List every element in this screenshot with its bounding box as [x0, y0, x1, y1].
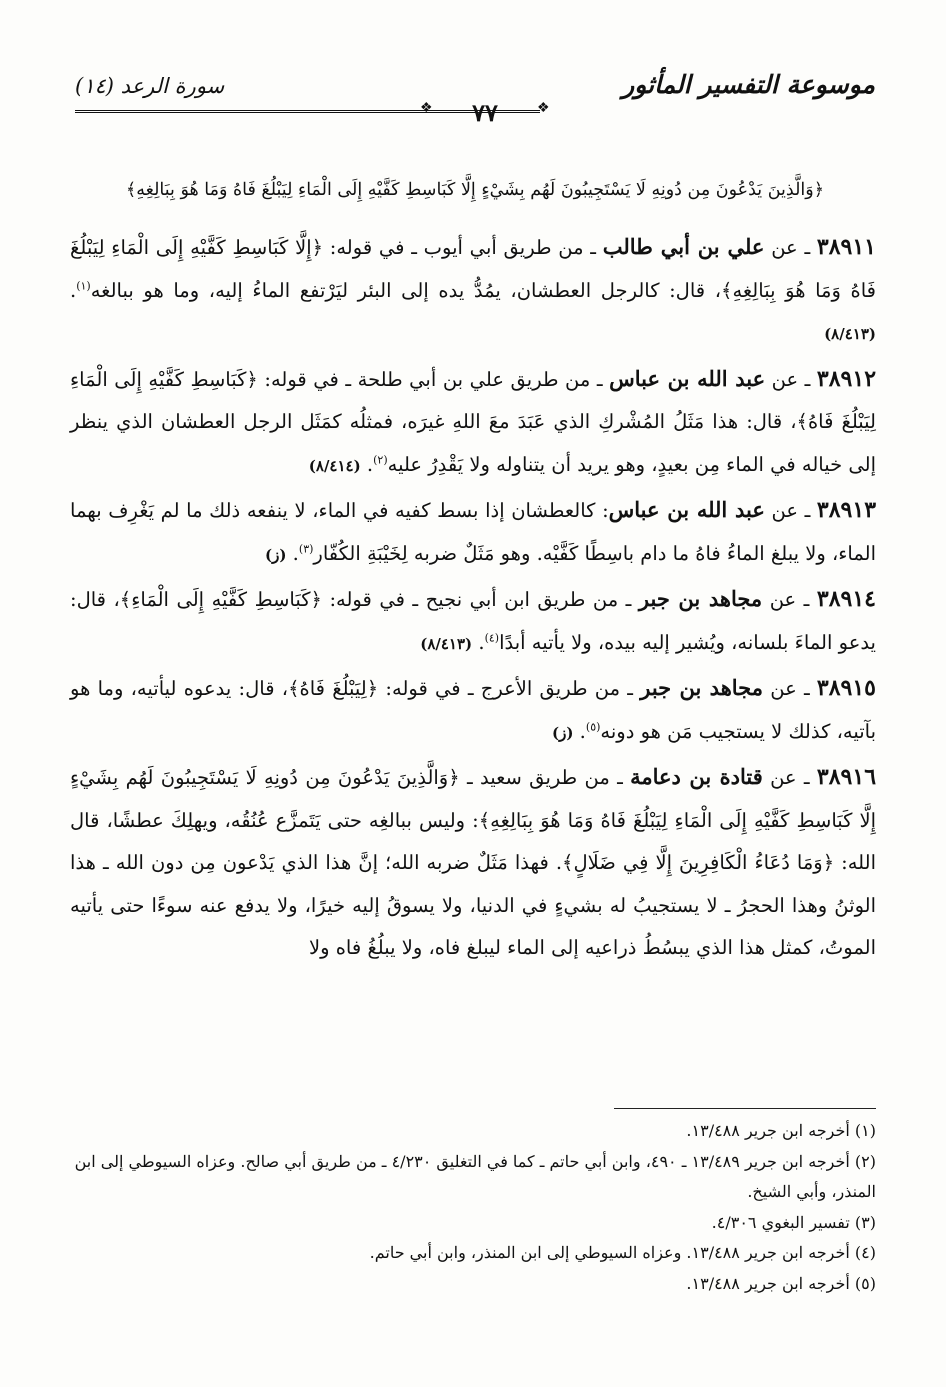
narration-entry: ٣٨٩١٢ ـ عن عبد الله بن عباس ـ من طريق علي بن أبي طلحة ـ في قوله: ﴿كَبَاسِطِ كَفَّيْهِ إِلَى الْمَاءِ لِيَبْلُغَ فَاهُ﴾، قال: هذا مَثَلُ المُشْركِ الذي عَبَدَ معَ اللهِ غيرَه، فمثلُه كمَثَل الرجل العطشان الذي ينظر إلى خياله في الماء مِن بعيدٍ، وهو يريد أن يتناوله ولا يَقْدِرُ عليه$^{(٢)}$. (٨/٤١٤)	[70, 365, 877, 476]
narration-number: ٣٨٩١٢	[816, 365, 877, 392]
narration-number: ٣٨٩١٣	[816, 497, 877, 523]
narration-number: ٣٨٩١١	[816, 234, 876, 260]
footnote-marker: (٤)	[484, 631, 500, 644]
footnote-marker: (٣)	[298, 542, 314, 555]
footnote-marker: (١)	[76, 279, 91, 292]
narration-text: ـ عن قتادة بن دعامة ـ من طريق سعيد ـ ﴿وَالَّذِينَ يَدْعُونَ مِن دُونِهِ لَا يَسْتَجِيبُونَ لَهُم بِشَيْءٍ إِلَّا كَبَاسِطِ كَفَّيْهِ إِلَى الْمَاءِ لِيَبْلُغَ فَاهُ وَمَا هُوَ بِبَالِغِهِ﴾: وليس ببالغِه حتى يَتَمزَّع عُنُقُه، ويهلِكَ عطشًا، قال الله: ﴿وَمَا دُعَاءُ الْكَافِرِينَ إِلَّا فِي ضَلَالٍ﴾. فهذا مَثَلٌ ضربه الله؛ إنَّ هذا الذي يَدْعون مِن دون الله ـ هذا الوثنُ وهذا الحجرُ ـ لا يستجيبُ له بشيءٍ في الدنيا، ولا يسوقُ إليه خيرًا، ولا يدفع عنه سوءًا حتى يأتيه الموتُ، كمثل هذا الذي يبسُطُ ذراعيه إلى الماء ليبلغ فاه، ولا يبلُغُ فاه ولا	[70, 764, 876, 959]
narrator-name: مجاهد بن جبر	[640, 675, 763, 700]
footnote-marker: (٥)	[585, 720, 601, 733]
narrations-list	[70, 226, 876, 972]
footnote: (٣) تفسير البغوي ٤/٣٠٦.	[711, 1212, 876, 1232]
narration-number: ٣٨٩١٥	[816, 675, 876, 701]
narration-text: ـ عن عبد الله بن عباس ـ من طريق علي بن أبي طلحة ـ في قوله: ﴿كَبَاسِطِ كَفَّيْهِ إِلَى الْمَاءِ لِيَبْلُغَ فَاهُ﴾، قال: هذا مَثَلُ المُشْركِ الذي عَبَدَ معَ اللهِ غيرَه، فمثلُه كمَثَل الرجل العطشان الذي ينظر إلى خياله في الماء مِن بعيدٍ، وهو يريد أن يتناوله ولا يَقْدِرُ عليه	[70, 365, 876, 476]
cross-reference: (٨/٤١٣)	[420, 634, 473, 653]
footnote: (١) أخرجه ابن جرير ١٣/٤٨٨.	[686, 1121, 876, 1140]
narrator-name: قتادة بن دعامة	[630, 764, 763, 789]
footnote-marker: (٢)	[373, 453, 388, 466]
narration-text: ـ عن عبد الله بن عباس: كالعطشان إذا بسط كفيه في الماء، لا ينفعه ذلك ما لم يَغْرِف بهما الماء، ولا يبلغ الماءُ فاهُ ما دام باسِطًا كَفَّيْه. وهو مَثَلٌ ضربه لِخَيْبَةِ الكُفّار	[70, 497, 876, 565]
narration-entry	[70, 756, 876, 970]
narration-entry: ٣٨٩١٤ ـ عن مجاهد بن جبر ـ من طريق ابن أبي نجيح ـ في قوله: ﴿كَبَاسِطِ كَفَّيْهِ إِلَى الْمَاءِ﴾، قال: يدعو الماءَ بلسانه، ويُشير إليه بيده، ولا يأتيه أبدًا$^{(٤)}$. (٨/٤١٣)	[70, 586, 876, 654]
cross-reference: (ز)	[552, 723, 574, 742]
footnote-separator	[614, 1108, 876, 1109]
narrator-name: مجاهد بن جبر	[638, 586, 763, 611]
narration-entry: ٣٨٩١٣ ـ عن عبد الله بن عباس: كالعطشان إذا بسط كفيه في الماء، لا ينفعه ذلك ما لم يَغْرِف بهما الماء، ولا يبلغ الماءُ فاهُ ما دام باسِطًا كَفَّيْه. وهو مَثَلٌ ضربه لِخَيْبَةِ الكُفّار$^{(٣)}$. (ز)	[70, 497, 877, 565]
footnotes	[70, 1116, 876, 1299]
running-head	[75, 70, 875, 127]
footnote: (٥) أخرجه ابن جرير ١٣/٤٨٨.	[686, 1273, 876, 1293]
book-title: موسوعة التفسير المأثور	[622, 70, 875, 99]
quranic-verse: ﴿وَالَّذِينَ يَدْعُونَ مِن دُونِهِ لَا يَسْتَجِيبُونَ لَهُم بِشَيْءٍ إِلَّا كَبَاسِطِ كَفَّيْهِ إِلَى الْمَاءِ لِيَبْلُغَ فَاهُ وَمَا هُوَ بِبَالِغِهِ﴾	[125, 180, 824, 200]
surah-title: سورة الرعد (١٤)	[75, 74, 225, 98]
narration-number: ٣٨٩١٦	[816, 764, 877, 790]
cross-reference: (٨/٤١٤)	[308, 456, 361, 475]
page-number: ٧٧	[472, 98, 498, 127]
cross-reference: (٨/٤١٣)	[824, 325, 876, 343]
footnote: (٢) أخرجه ابن جرير ١٣/٤٨٩ ـ ٤٩٠، وابن أبي حاتم ـ كما في التغليق ٤/٢٣٠ ـ من طريق أبي صالح. وعزاه السيوطي إلى ابن المنذر، وأبي الشيخ.	[74, 1151, 876, 1201]
narration-entry: ٣٨٩١١ ـ عن علي بن أبي طالب ـ من طريق أبي أيوب ـ في قوله: ﴿إِلَّا كَبَاسِطِ كَفَّيْهِ إِلَى الْمَاءِ لِيَبْلُغَ فَاهُ وَمَا هُوَ بِبَالِغِهِ﴾، قال: كالرجل العطشان، يمُدُّ يده إلى البئر ليَرْتفع الماءُ إليه، وما هو ببالغه$^{(١)}$. (٨/٤١٣)	[70, 234, 876, 343]
narrator-name: علي بن أبي طالب	[602, 234, 765, 259]
narrator-name: عبد الله بن عباس	[608, 497, 765, 522]
narration-text: ـ عن مجاهد بن جبر ـ من طريق الأعرج ـ في قوله: ﴿لِيَبْلُغَ فَاهُ﴾، قال: يدعوه ليأتيه، وما هو بآتيه، كذلك لا يستجيب مَن هو دونه	[70, 675, 876, 743]
ornament-icon: ❖	[537, 100, 550, 116]
narration-text: ـ عن مجاهد بن جبر ـ من طريق ابن أبي نجيح ـ في قوله: ﴿كَبَاسِطِ كَفَّيْهِ إِلَى الْمَاءِ﴾، قال: يدعو الماءَ بلسانه، ويُشير إليه بيده، ولا يأتيه أبدًا	[70, 586, 876, 654]
ornament-icon: ❖	[420, 100, 433, 116]
header-rule-left	[75, 110, 415, 113]
narration-number: ٣٨٩١٤	[816, 586, 876, 612]
footnote: (٤) أخرجه ابن جرير ١٣/٤٨٨. وعزاه السيوطي إلى ابن المنذر، وابن أبي حاتم.	[369, 1243, 876, 1262]
narrator-name: عبد الله بن عباس	[609, 365, 766, 391]
cross-reference: (ز)	[265, 545, 287, 564]
narration-entry: ٣٨٩١٥ ـ عن مجاهد بن جبر ـ من طريق الأعرج ـ في قوله: ﴿لِيَبْلُغَ فَاهُ﴾، قال: يدعوه ليأتيه، وما هو بآتيه، كذلك لا يستجيب مَن هو دونه$^{(٥)}$. (ز)	[70, 675, 876, 743]
narration-text: ـ عن علي بن أبي طالب ـ من طريق أبي أيوب ـ في قوله: ﴿إِلَّا كَبَاسِطِ كَفَّيْهِ إِلَى الْمَاءِ لِيَبْلُغَ فَاهُ وَمَا هُوَ بِبَالِغِهِ﴾، قال: كالرجل العطشان، يمُدُّ يده إلى البئر ليَرْتفع الماءُ إليه، وما هو ببالغه	[70, 234, 876, 302]
